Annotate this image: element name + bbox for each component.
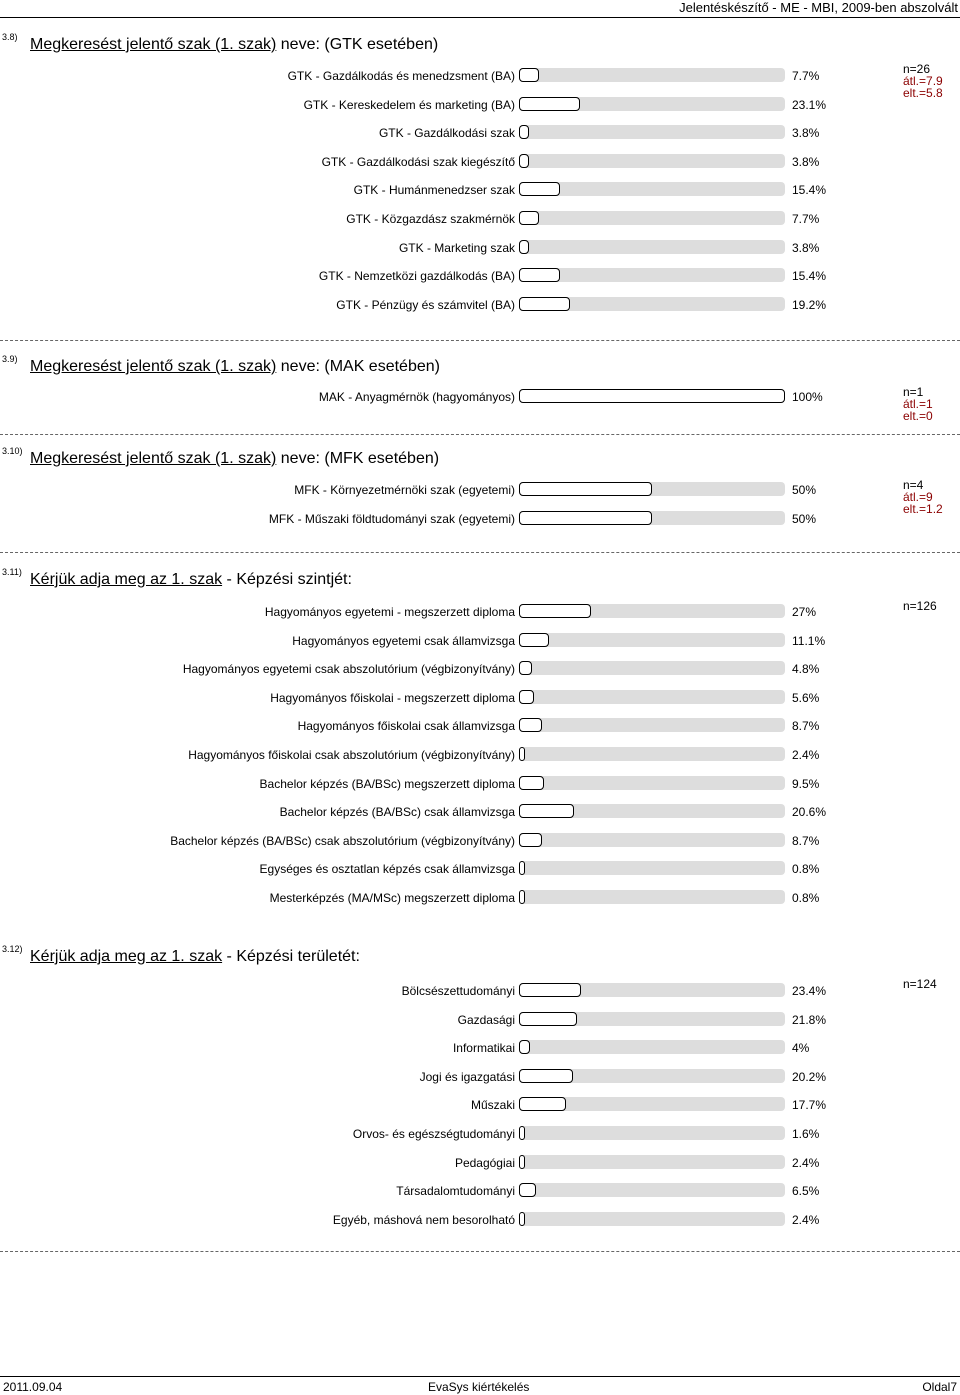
answer-percent: 21.8%	[792, 1012, 827, 1027]
answer-percent: 9.5%	[792, 776, 820, 791]
answer-bar	[519, 97, 580, 111]
answer-percent: 3.8%	[792, 126, 820, 141]
answer-bar	[519, 240, 529, 254]
answer-bar-track	[519, 1212, 785, 1226]
answer-bar-track	[519, 1012, 785, 1026]
answer-bar-track	[519, 776, 785, 790]
answer-bar-track	[519, 125, 785, 139]
question-title-underlined: Megkeresést jelentő szak (1. szak)	[30, 450, 277, 467]
answer-bar	[519, 1040, 530, 1054]
answer-percent: 1.6%	[792, 1127, 820, 1141]
footer-page: Oldal7	[922, 1380, 957, 1394]
answer-label: Pedagógiai	[454, 1155, 515, 1170]
answer-percent: 11.1%	[792, 633, 826, 648]
stat-deviation: elt.=0	[903, 409, 933, 423]
answer-bar-track	[519, 661, 785, 675]
answer-bar	[519, 776, 544, 790]
answer-label: Bachelor képzés (BA/BSc) csak abszolutórium (végbizonyítvány)	[170, 833, 515, 848]
answer-bar	[519, 1126, 525, 1140]
answer-label: Hagyományos főiskolai - megszerzett diploma	[270, 690, 515, 705]
stat-n: n=126	[903, 599, 937, 613]
question-title-rest: - Képzési területét:	[222, 948, 360, 965]
answer-label: GTK - Marketing szak	[398, 240, 515, 255]
answer-percent: 4%	[792, 1041, 810, 1056]
answer-percent: 50%	[792, 483, 817, 497]
stat-n: n=26	[903, 62, 931, 76]
answer-percent: 2.4%	[792, 1155, 820, 1170]
section-separator	[0, 340, 960, 341]
answer-bar-track	[519, 240, 785, 254]
answer-label: MAK - Anyagmérnök (hagyományos)	[318, 390, 515, 404]
stat-mean: átl.=7.9	[903, 74, 943, 88]
answer-label: GTK - Humánmenedzser szak	[353, 183, 515, 198]
answer-percent: 17.7%	[792, 1098, 827, 1113]
answer-bar	[519, 211, 539, 225]
answer-label: GTK - Kereskedelem és marketing (BA)	[303, 97, 515, 112]
answer-bar-track	[519, 833, 785, 847]
answer-bar-track	[519, 1183, 785, 1197]
answer-label: Bachelor képzés (BA/BSc) csak államvizsga	[279, 805, 515, 820]
answer-percent: 0.8%	[792, 862, 820, 877]
answer-bar	[519, 1069, 573, 1083]
answer-percent: 2.4%	[792, 1212, 820, 1227]
answer-label: GTK - Gazdálkodás és menedzsment (BA)	[287, 69, 515, 83]
answer-percent: 20.6%	[792, 805, 827, 820]
question-title-rest: neve: (MFK esetében)	[276, 450, 440, 467]
answer-bar	[519, 890, 525, 904]
answer-bar	[519, 1212, 525, 1226]
answer-label: Egyéb, máshová nem besorolható	[332, 1212, 515, 1227]
answer-bar-track	[519, 68, 785, 82]
answer-label: GTK - Gazdálkodási szak	[378, 126, 515, 141]
answer-label: GTK - Nemzetközi gazdálkodás (BA)	[318, 269, 515, 284]
answer-bar	[519, 1012, 577, 1026]
answer-bar	[519, 182, 560, 196]
answer-bar-track	[519, 268, 785, 282]
stat-deviation: elt.=1.2	[903, 502, 943, 516]
question-title-underlined: Megkeresést jelentő szak (1. szak)	[30, 358, 277, 375]
question-number: 3.10)	[2, 446, 23, 456]
answer-bar	[519, 983, 581, 997]
answer-bar	[519, 1155, 525, 1169]
question-stats	[903, 479, 943, 515]
header-rule	[0, 17, 960, 18]
section-separator	[0, 434, 960, 435]
answer-bar-track	[519, 511, 785, 525]
answer-label: Társadalomtudományi	[396, 1184, 515, 1199]
answer-percent: 23.4%	[792, 984, 827, 998]
answer-percent: 23.1%	[792, 97, 827, 112]
answer-bar	[519, 804, 574, 818]
question-title	[30, 450, 439, 468]
answer-label: GTK - Gazdálkodási szak kiegészítő	[321, 154, 515, 169]
answer-percent: 3.8%	[792, 154, 820, 169]
answer-bar-track	[519, 983, 785, 997]
answer-bar	[519, 718, 542, 732]
answer-bar	[519, 747, 525, 761]
answer-percent: 3.8%	[792, 240, 820, 255]
answer-label: Műszaki	[470, 1098, 515, 1113]
section-separator	[0, 1251, 960, 1252]
answer-bar	[519, 297, 570, 311]
answer-bar-track	[519, 1069, 785, 1083]
answer-bar-track	[519, 690, 785, 704]
question-number: 3.9)	[2, 354, 18, 364]
answer-label: Gazdasági	[457, 1012, 515, 1027]
answer-bar-track	[519, 804, 785, 818]
answer-percent: 19.2%	[792, 297, 827, 312]
question-title	[30, 948, 360, 966]
question-title-rest: neve: (GTK esetében)	[276, 36, 439, 53]
answer-bar-track	[519, 97, 785, 111]
stat-mean: átl.=1	[903, 397, 933, 411]
stat-mean: átl.=9	[903, 490, 933, 504]
answer-label: Orvos- és egészségtudományi	[352, 1127, 515, 1141]
answer-percent: 2.4%	[792, 748, 820, 762]
answer-bar	[519, 482, 652, 496]
answer-label: Bölcsészettudományi	[401, 984, 515, 998]
question-title-underlined: Kérjük adja meg az 1. szak	[30, 948, 223, 965]
answer-bar-track	[519, 482, 785, 496]
answer-bar	[519, 1097, 566, 1111]
answer-label: GTK - Közgazdász szakmérnök	[346, 212, 515, 226]
answer-bar	[519, 125, 529, 139]
question-number: 3.8)	[2, 32, 18, 42]
question-title	[30, 36, 438, 54]
answer-label: Hagyományos egyetemi csak abszolutórium (végbizonyítvány)	[182, 662, 515, 677]
answer-label: Hagyományos főiskolai csak abszolutórium (végbizonyítvány)	[188, 748, 515, 762]
answer-bar	[519, 68, 539, 82]
section-separator	[0, 552, 960, 553]
question-stats	[903, 63, 943, 99]
question-stats	[903, 978, 937, 990]
answer-bar	[519, 1183, 536, 1197]
stat-n: n=1	[903, 385, 924, 399]
answer-bar-track	[519, 389, 785, 403]
stat-n: n=4	[903, 478, 924, 492]
answer-bar-track	[519, 297, 785, 311]
question-title-rest: - Képzési szintjét:	[222, 571, 352, 588]
answer-label: Mesterképzés (MA/MSc) megszerzett diploma	[269, 891, 515, 905]
answer-percent: 5.6%	[792, 690, 820, 705]
stat-deviation: elt.=5.8	[903, 86, 943, 100]
question-title-underlined: Kérjük adja meg az 1. szak	[30, 571, 223, 588]
answer-percent: 8.7%	[792, 719, 820, 734]
question-title	[30, 571, 352, 589]
answer-bar-track	[519, 1155, 785, 1169]
stat-n: n=124	[903, 977, 937, 991]
footer-rule	[0, 1376, 960, 1377]
answer-bar	[519, 633, 549, 647]
question-number: 3.12)	[2, 944, 23, 954]
answer-bar-track	[519, 1040, 785, 1054]
answer-bar	[519, 661, 532, 675]
answer-bar	[519, 690, 534, 704]
answer-percent: 27%	[792, 605, 817, 619]
answer-percent: 7.7%	[792, 69, 820, 83]
answer-label: Bachelor képzés (BA/BSc) megszerzett diploma	[259, 776, 515, 791]
answer-percent: 15.4%	[792, 269, 827, 284]
question-title-underlined: Megkeresést jelentő szak (1. szak)	[30, 36, 277, 53]
answer-bar-track	[519, 718, 785, 732]
question-stats	[903, 600, 937, 612]
answer-bar	[519, 861, 525, 875]
answer-percent: 8.7%	[792, 833, 820, 848]
answer-bar-track	[519, 633, 785, 647]
footer-center: EvaSys kiértékelés	[428, 1380, 530, 1394]
footer-date: 2011.09.04	[3, 1380, 63, 1394]
answer-bar	[519, 154, 529, 168]
answer-label: MFK - Környezetmérnöki szak (egyetemi)	[294, 483, 515, 497]
answer-percent: 4.8%	[792, 662, 820, 677]
answer-bar	[519, 268, 560, 282]
answer-label: MFK - Műszaki földtudományi szak (egyetemi)	[268, 511, 515, 526]
answer-bar-track	[519, 182, 785, 196]
answer-percent: 6.5%	[792, 1184, 820, 1199]
answer-label: Hagyományos főiskolai csak államvizsga	[297, 719, 515, 734]
answer-label: Jogi és igazgatási	[419, 1069, 515, 1084]
answer-label: GTK - Pénzügy és számvitel (BA)	[336, 297, 515, 312]
answer-bar-track	[519, 1126, 785, 1140]
answer-bar	[519, 511, 652, 525]
answer-percent: 100%	[792, 390, 823, 404]
answer-bar-track	[519, 604, 785, 618]
report-header-title: Jelentéskészítő - ME - MBI, 2009-ben abszolvált	[679, 0, 958, 15]
answer-percent: 50%	[792, 511, 817, 526]
question-number: 3.11)	[2, 567, 22, 577]
question-title-rest: neve: (MAK esetében)	[276, 358, 440, 375]
answer-label: Egységes és osztatlan képzés csak államvizsga	[259, 862, 515, 877]
answer-bar	[519, 389, 785, 403]
answer-bar-track	[519, 1097, 785, 1111]
answer-bar-track	[519, 211, 785, 225]
answer-bar-track	[519, 890, 785, 904]
question-title	[30, 358, 440, 376]
answer-bar-track	[519, 747, 785, 761]
answer-label: Hagyományos egyetemi csak államvizsga	[292, 633, 515, 648]
answer-bar	[519, 833, 542, 847]
answer-percent: 0.8%	[792, 891, 820, 905]
answer-percent: 7.7%	[792, 212, 820, 226]
answer-label: Informatikai	[452, 1041, 515, 1056]
answer-bar-track	[519, 154, 785, 168]
question-stats	[903, 386, 933, 422]
answer-bar	[519, 604, 591, 618]
answer-label: Hagyományos egyetemi - megszerzett diploma	[264, 605, 515, 619]
answer-bar-track	[519, 861, 785, 875]
answer-percent: 20.2%	[792, 1069, 827, 1084]
answer-percent: 15.4%	[792, 183, 827, 198]
